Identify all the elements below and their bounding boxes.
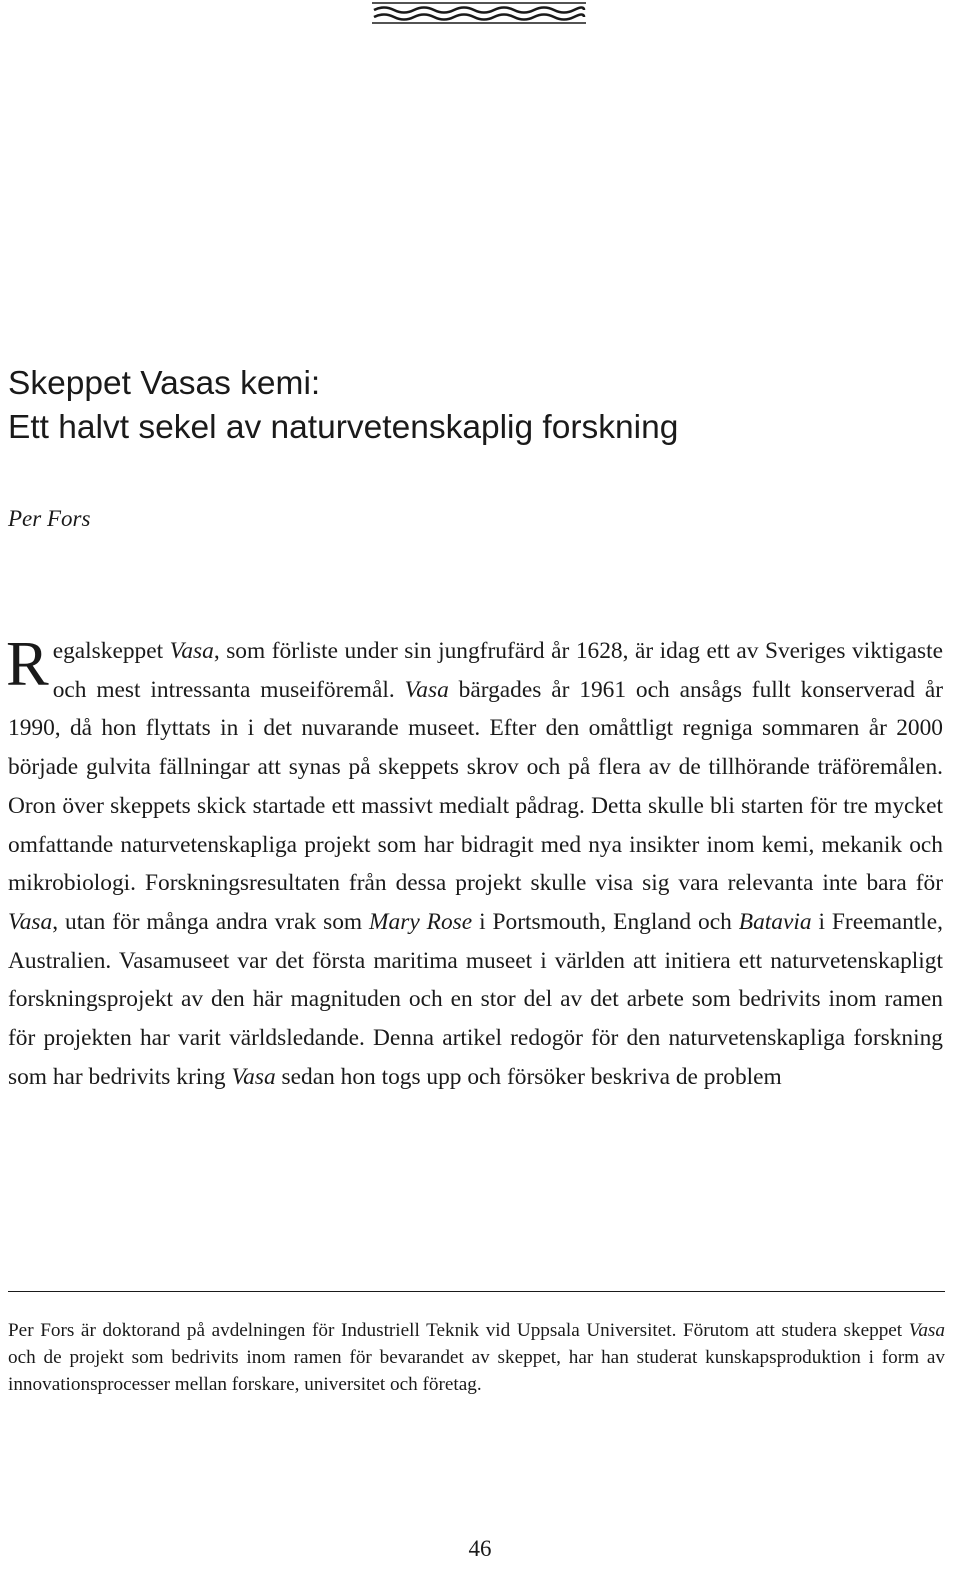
wave-ornament-icon [370, 0, 588, 26]
ship-name-vasa: Vasa [404, 676, 449, 703]
body-text-segment: , som förliste under sin jungfrufärd år 1628, är idag ett av Sveriges viktigaste och mest intressanta museiföremål. [52, 638, 943, 703]
drop-cap: R [6, 628, 49, 699]
ship-name-vasa: Vasa [908, 1320, 945, 1341]
ship-name-batavia: Batavia [738, 908, 812, 935]
body-text-segment: i Freemantle, Australien. Vasamuseet var det första maritima museet i världen att initiera ett naturvetenskapligt forskningsprojekt av den här magnituden och en stor del av det arbete som bedrivits inom ramen för projekten har varit världsledande. Denna artikel redogör för den naturvetenskapliga forskning som har bedrivits kring [8, 908, 943, 1090]
ship-name-vasa: Vasa [231, 1063, 276, 1090]
footnote-text-segment: och de projekt som bedrivits inom ramen för bevarandet av skeppet, har han studerat kunskapsproduktion i form av innovationsprocesser mellan forskare, universitet och företag. [8, 1346, 945, 1395]
ship-name-vasa: Vasa [169, 638, 214, 664]
body-text-segment: i Portsmouth, England och [472, 908, 739, 935]
body-text-segment: , utan för många andra vrak som [52, 908, 370, 935]
article-title [8, 362, 948, 450]
ship-name-mary-rose: Mary Rose [369, 908, 473, 935]
page-number: 46 [468, 1536, 492, 1561]
author-name: Per Fors [8, 506, 91, 531]
body-text-segment: egalskeppet [52, 638, 170, 664]
ship-name-vasa: Vasa [8, 908, 53, 935]
footnote-divider [8, 1291, 945, 1292]
footnote-text-segment: Per Fors är doktorand på avdelningen för Industriell Teknik vid Uppsala Universitet. Förutom att studera skeppet [8, 1320, 909, 1341]
body-text-segment: sedan hon togs upp och försöker beskriva de problem [275, 1063, 782, 1090]
title-line-2: Ett halvt sekel av naturvetenskaplig forskning [8, 409, 679, 446]
author-footnote [8, 1318, 945, 1398]
title-line-1: Skeppet Vasas kemi: [8, 365, 321, 402]
body-text-segment: bärgades år 1961 och ansågs fullt konserverad år 1990, då hon flyttats in i det nuvarande museet. Efter den omåttligt regniga sommaren år 2000 började gulvita fällningar att synas på skeppets skrov och på flera av de tillhörande träföremålen. Oron över skeppets skick startade ett massivt medialt pådrag. Detta skulle bli starten för tre mycket omfattande naturvetenskapliga projekt som har bidragit med nya insikter inom kemi, mekanik och mikrobiologi. Forskningsresultaten från dessa projekt skulle visa sig vara relevanta inte bara för [8, 676, 943, 897]
article-body [6, 628, 943, 1096]
